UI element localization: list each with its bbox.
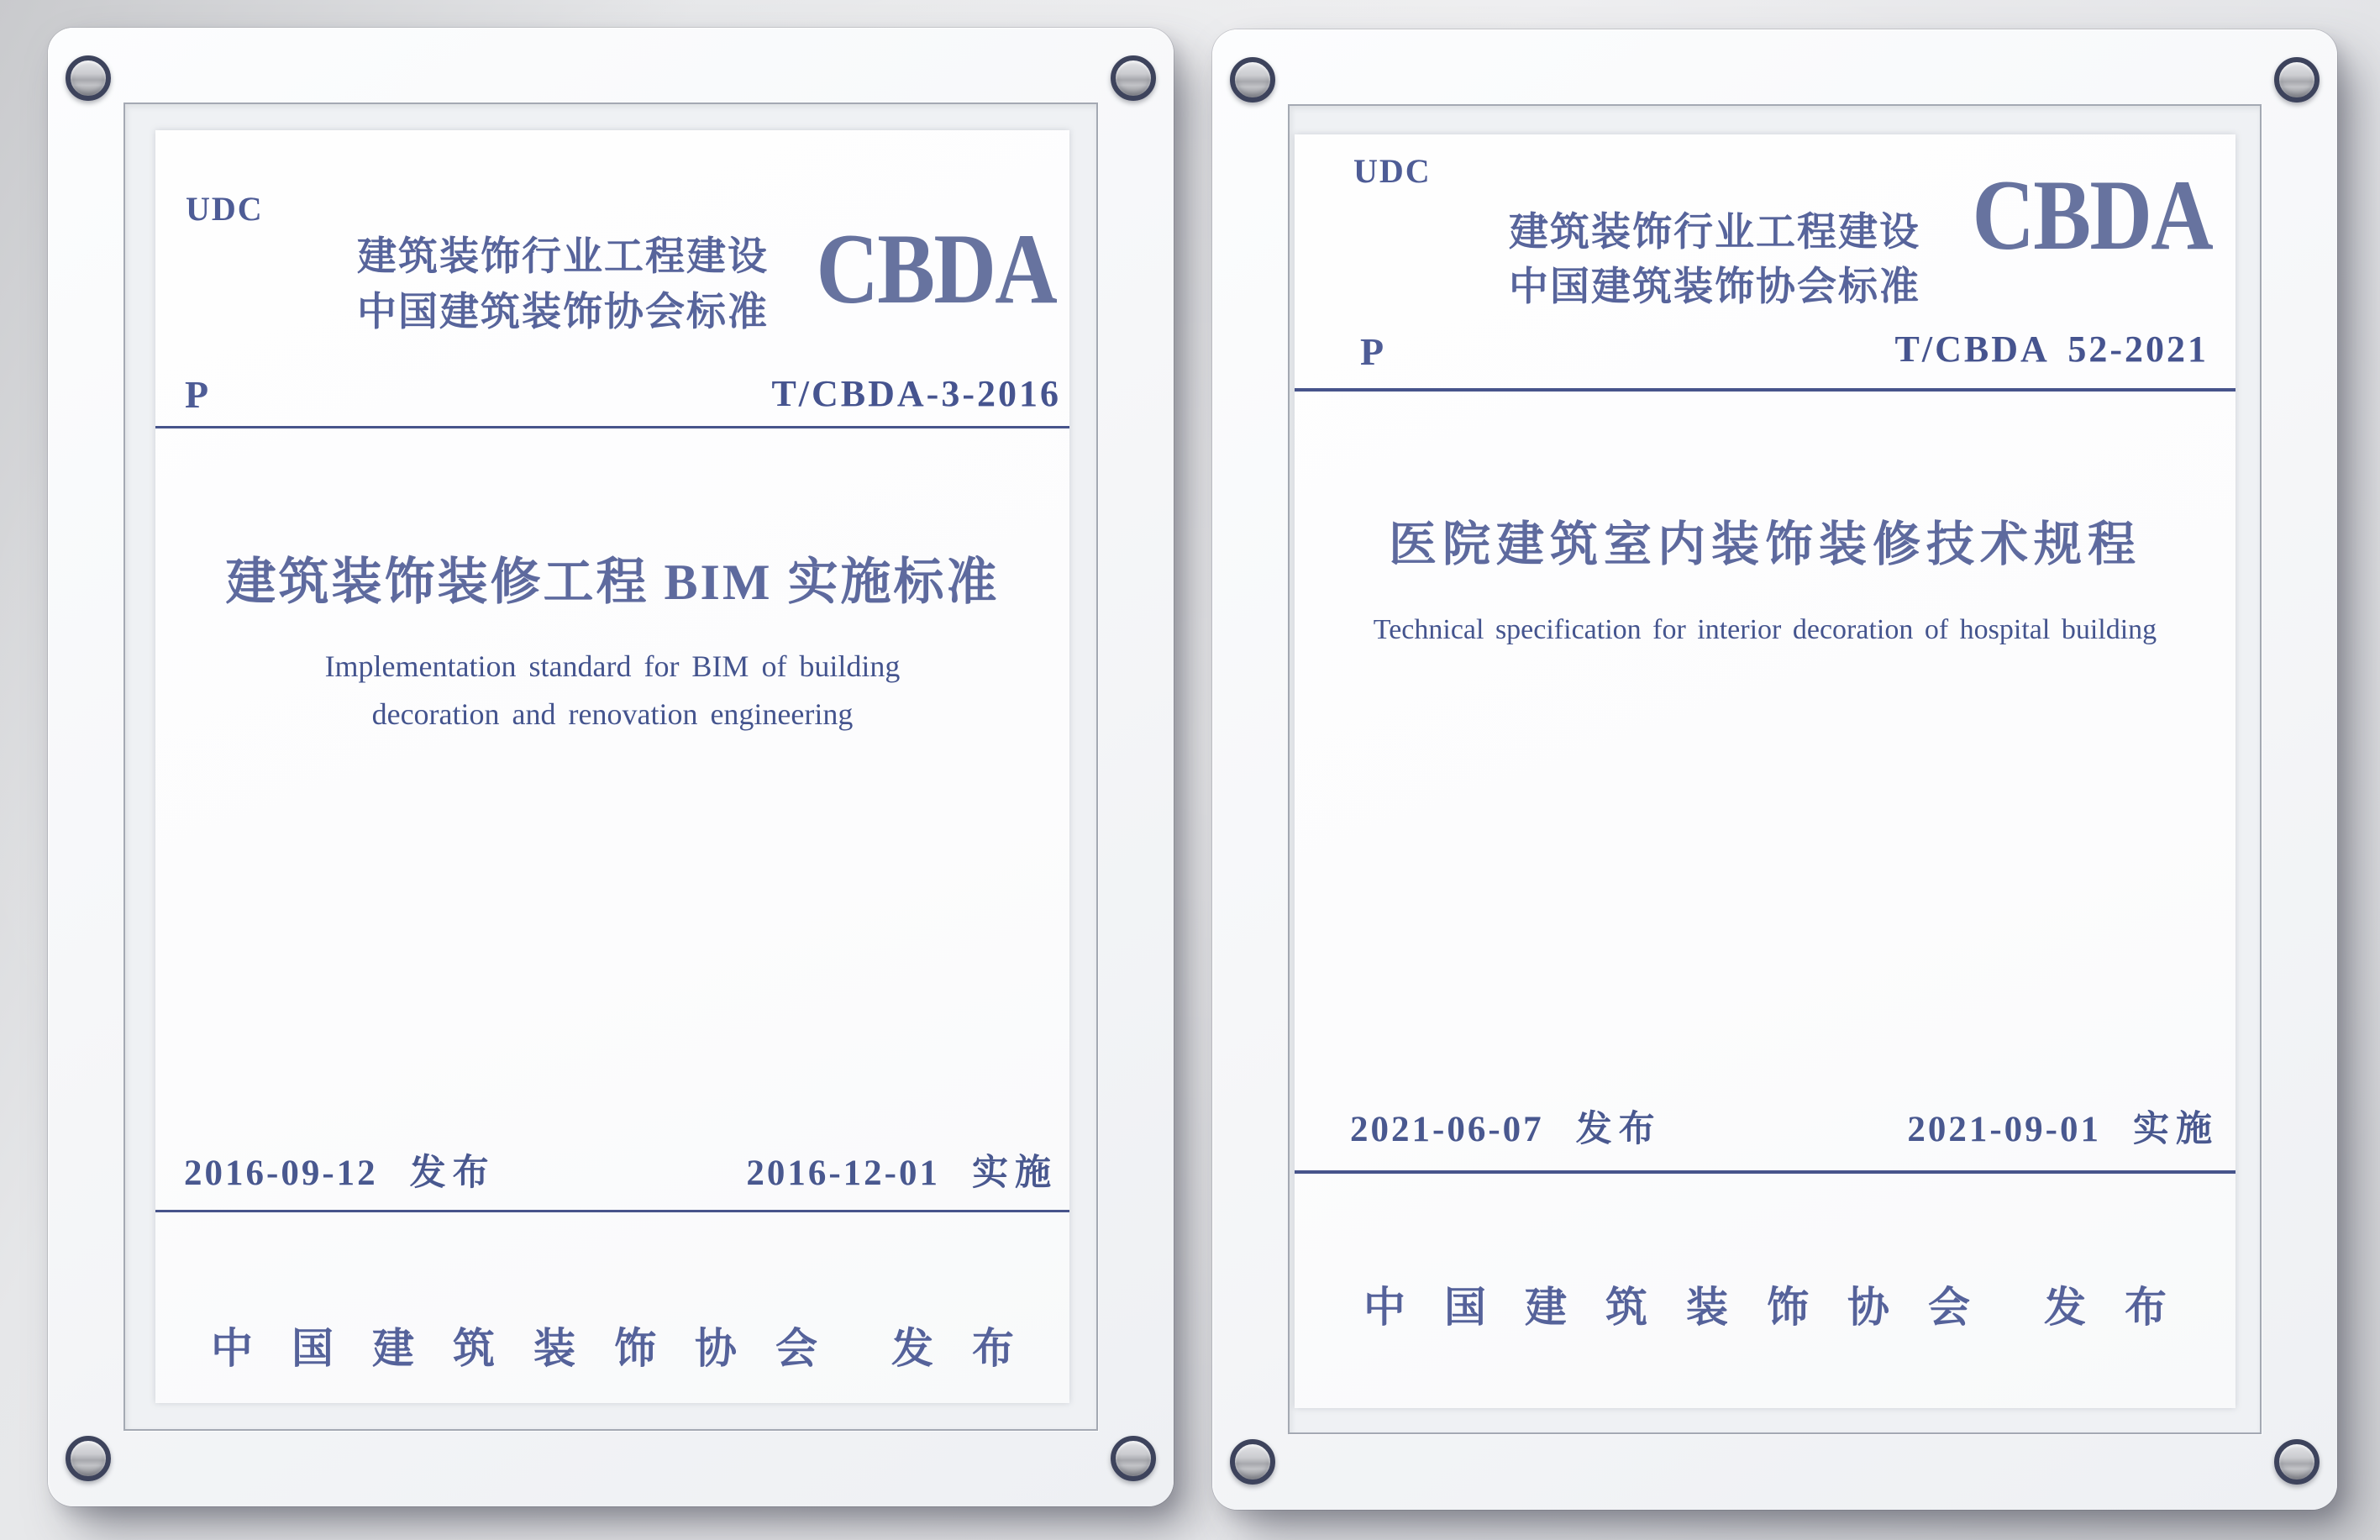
cover-page-left	[155, 130, 1069, 1403]
screw-icon	[66, 55, 111, 101]
issuer-name: 中国建筑装饰协会	[1363, 1284, 2009, 1331]
implementation-label: 实施	[2133, 1110, 2219, 1149]
issue-date-group	[1350, 1101, 1662, 1152]
cbda-logo: CBDA	[816, 213, 1056, 324]
issuer-name: 中国建筑装饰协会	[211, 1325, 856, 1372]
cover-mat	[123, 102, 1098, 1431]
title-en-line-1: Technical specification for interior decoration of hospital building	[1373, 614, 2157, 645]
org-line-1: 建筑装饰行业工程建设	[1509, 211, 1920, 255]
title-en	[1295, 609, 2236, 651]
issue-label: 发布	[409, 1154, 496, 1193]
issue-label: 发布	[1575, 1110, 1662, 1149]
screw-icon	[1111, 1436, 1156, 1481]
title-en-line-2: decoration and renovation engineering	[371, 697, 854, 731]
screw-icon	[1111, 55, 1156, 101]
title-en	[155, 643, 1069, 738]
dates-row	[184, 1144, 1058, 1196]
screw-icon	[1230, 1439, 1275, 1485]
cover-frame-left	[48, 28, 1174, 1506]
publisher-line	[1295, 1274, 2236, 1334]
org-line-1: 建筑装饰行业工程建设	[357, 235, 769, 279]
cover-page-right	[1295, 134, 2236, 1408]
implementation-date: 2021-09-01	[1907, 1110, 2101, 1149]
divider-line	[155, 1210, 1069, 1212]
standard-number: T/CBDA-3-2016	[771, 373, 1061, 414]
screw-icon	[2274, 1439, 2320, 1485]
implementation-date: 2016-12-01	[746, 1154, 940, 1193]
org-lines	[1509, 206, 1920, 315]
issue-date: 2021-06-07	[1350, 1110, 1544, 1149]
issue-date-group	[184, 1144, 496, 1196]
udc-label: UDC	[186, 190, 264, 228]
implementation-date-group	[746, 1144, 1058, 1196]
udc-label: UDC	[1353, 152, 1432, 190]
issue-date: 2016-09-12	[184, 1154, 378, 1193]
issuer-action: 发布	[2044, 1284, 2205, 1331]
screw-icon	[66, 1436, 111, 1481]
screw-icon	[1230, 57, 1275, 102]
implementation-date-group	[1907, 1101, 2219, 1152]
org-line-2: 中国建筑装饰协会标准	[1509, 265, 1920, 309]
p-label: P	[185, 373, 209, 416]
screw-icon	[2274, 57, 2320, 102]
cbda-logo: CBDA	[1972, 159, 2212, 271]
divider-line	[1295, 388, 2236, 392]
publisher-line	[155, 1315, 1069, 1375]
title-en-line-1: Implementation standard for BIM of building	[324, 649, 901, 683]
divider-line	[1295, 1170, 2236, 1174]
p-label: P	[1360, 330, 1384, 373]
org-lines	[357, 229, 769, 340]
issuer-action: 发布	[891, 1325, 1053, 1372]
implementation-label: 实施	[972, 1154, 1058, 1193]
org-line-2: 中国建筑装饰协会标准	[357, 291, 769, 334]
cover-frame-right	[1212, 29, 2337, 1510]
dates-row	[1350, 1101, 2219, 1152]
divider-line	[155, 426, 1069, 428]
title-zh: 建筑装饰装修工程 BIM 实施标准	[225, 555, 1000, 610]
cover-mat	[1288, 104, 2262, 1434]
title-zh: 医院建筑室内装饰装修技术规程	[1389, 518, 2141, 571]
standard-number: T/CBDA 52-2021	[1894, 328, 2209, 370]
